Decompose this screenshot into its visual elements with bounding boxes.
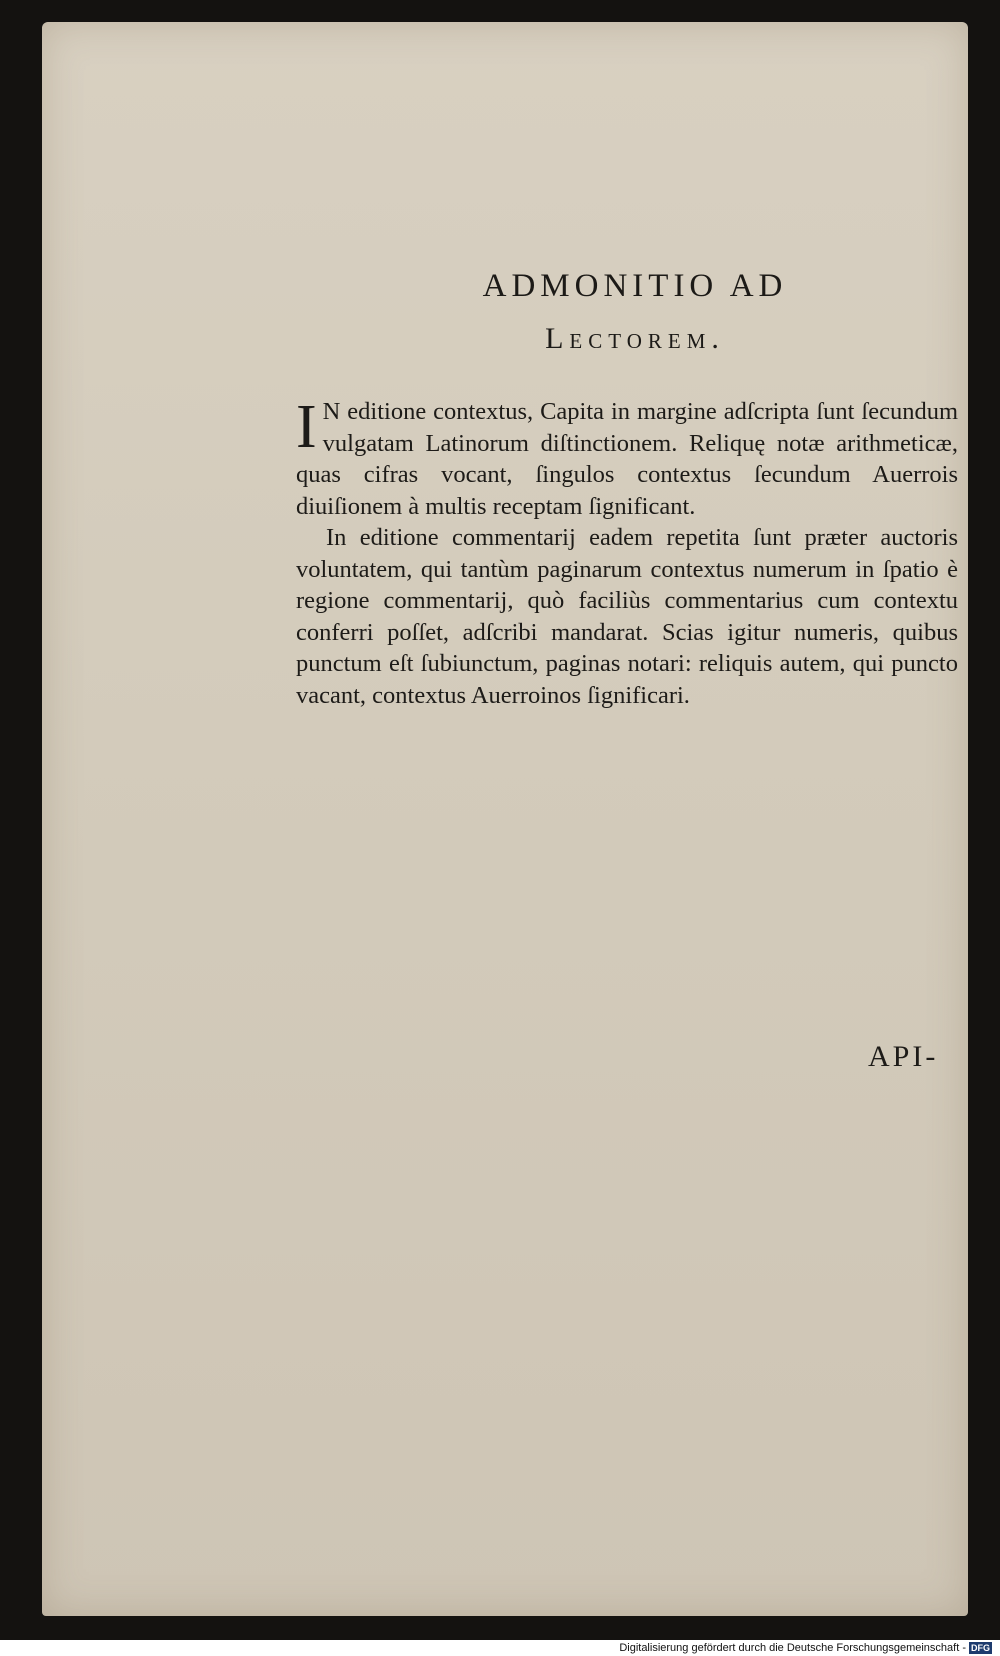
book-page (42, 22, 968, 1616)
digitization-footer (0, 1640, 1000, 1656)
body-text (296, 393, 958, 711)
footer-credit: Digitalisierung gefördert durch die Deutsche Forschungsgemeinschaft - (619, 1642, 966, 1654)
paragraph-2: In editione commentarij eadem repetita ſunt præter auctoris voluntatem, qui tantùm paginarum contextus numerum in ſpatio è regione commentarij, quò faciliùs commentarius cum contextu conferri poſſet, adſcribi mandarat. Scias igitur numeris, quibus punctum eſt ſubiunctum, paginas notari: reliquis autem, qui puncto vacant, contextus Auerroinos ſignificari. (296, 524, 958, 709)
paragraph-1-text: N editione contextus, Capita in margine adſcripta ſunt ſecundum vulgatam Latinorum diſtinctionem. Reliquę notæ arithmeticæ, quas cifras vocant, ſingulos contextus ſecundum Auerrois diuiſionem à multis receptam ſignificant. (296, 398, 958, 520)
paragraph-1 (296, 393, 958, 522)
page-title: ADMONITIO AD (482, 268, 788, 304)
catchword: API- (868, 1040, 939, 1073)
dfg-logo: DFG (971, 1643, 990, 1653)
drop-capital: I (296, 393, 317, 461)
page-subtitle: Lectorem. (545, 322, 725, 355)
